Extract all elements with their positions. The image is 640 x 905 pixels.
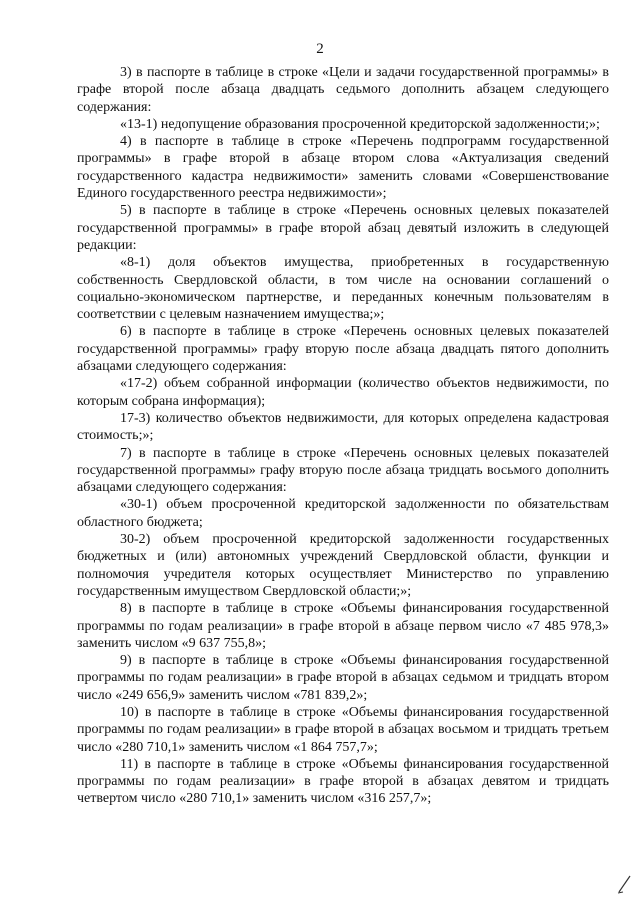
paragraph-item-5: 5) в паспорте в таблице в строке «Перечень основных целевых показателей государственной программы» в графе второй абзац девятый изложить в следующей редакции: [77, 203, 609, 253]
paragraph-item-9: 9) в паспорте в таблице в строке «Объемы финансирования государственной программы по годам реализации» в графе второй в абзацах седьмом и тридцать втором число «249 656,9» заменить числом «781 839,2»; [77, 653, 609, 703]
paragraph-item-10: 10) в паспорте в таблице в строке «Объемы финансирования государственной программы по годам реализации» в графе второй в абзацах восьмом и тридцать третьем число «280 710,1» заменить числом «1 864 757,7»; [77, 704, 609, 755]
paragraph-insert-17-3: 17-3) количество объектов недвижимости, для которых определена кадастровая стоимость;»; [77, 410, 609, 444]
paragraph-item-3: 3) в паспорте в таблице в строке «Цели и задачи государственной программы» в графе второй после абзаца двадцать седьмого дополнить абзацем следующего содержания: [77, 65, 609, 115]
paragraph-item-11: 11) в паспорте в таблице в строке «Объемы финансирования государственной программы по годам реализации» в графе второй в абзацах девятом и тридцать четвертом число «280 710,1» заменить числом «316 257,7»; [77, 756, 609, 807]
paragraph-item-4: 4) в паспорте в таблице в строке «Перечень подпрограмм государственной программы» в графе второй в абзаце втором слова «Актуализация сведений государственного кадастра недвижимости» заменить словами «Совершенствование Единого государственного реестра недвижимости»; [77, 134, 609, 202]
paragraph-insert-30-2: 30-2) объем просроченной кредиторской задолженности государственных бюджетных и (или) автономных учреждений Свердловской области, функции и полномочия учредителя которых осуществляет Министерство по управлению государственным имуществом Свердловской области;»; [77, 532, 609, 599]
pen-mark-icon [616, 872, 634, 894]
paragraph-insert-8-1: «8-1) доля объектов имущества, приобретенных в государственную собственность Свердловской области, в том числе на основании соглашений о социально-экономическом партнерстве, и переданных конечным пользователям в соответствии с целевым назначением имущества;»; [77, 255, 609, 323]
paragraph-insert-17-2: «17-2) объем собранной информации (количество объектов недвижимости, по которым собрана информация); [77, 376, 609, 409]
paragraph-item-6: 6) в паспорте в таблице в строке «Перечень основных целевых показателей государственной программы» графу вторую после абзаца двадцать пятого дополнить абзацами следующего содержания: [77, 324, 609, 375]
paragraph-insert-13-1: «13-1) недопущение образования просроченной кредиторской задолженности;»; [120, 116, 600, 132]
document-body [77, 64, 609, 808]
page-number: 2 [316, 41, 324, 57]
paragraph-item-8: 8) в паспорте в таблице в строке «Объемы финансирования государственной программы по годам реализации» в графе второй в абзаце первом число «7 485 978,3» заменить числом «9 637 755,8»; [77, 601, 609, 651]
paragraph-insert-30-1: «30-1) объем просроченной кредиторской задолженности по обязательствам областного бюджета; [77, 497, 609, 530]
paragraph-item-7: 7) в паспорте в таблице в строке «Перечень основных целевых показателей государственной программы» графу вторую после абзаца тридцать восьмого дополнить абзацами следующего содержания: [77, 445, 609, 496]
